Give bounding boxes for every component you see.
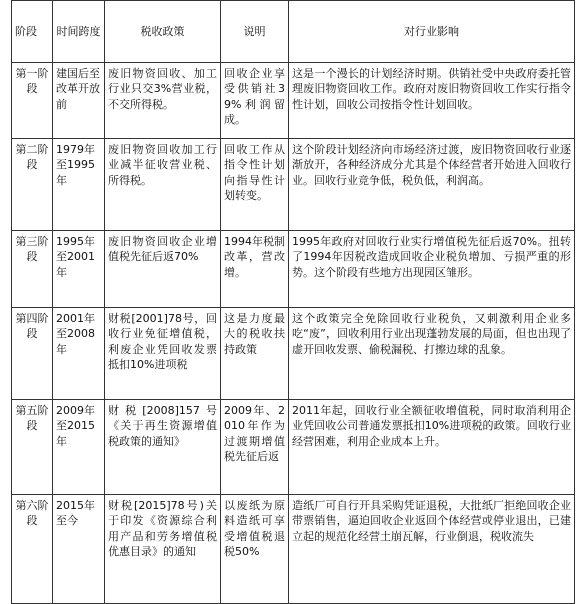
impact-cell: 2011年起，回收行业全额征收增值税，同时取消利用企业凭回收公司普通发票抵扣10%进项税的政策。回收行业经营困难，利用企业成本上升。: [289, 400, 575, 495]
header-stage: 阶段: [12, 1, 53, 63]
stage-cell: 第六阶段: [12, 495, 53, 604]
policy-cell: 废旧物资回收加工行业减半征收营业税、所得税。: [105, 139, 221, 231]
note-cell: 2009年、2010年作为过渡期增值税先征后返: [221, 400, 289, 495]
table-row: [12, 400, 575, 495]
note-cell: 回收企业享受供销社39%利润留成。: [221, 63, 289, 139]
table-header-row: [12, 1, 575, 63]
impact-cell: 造纸厂可自行开具采购凭证退税，大批纸厂拒绝回收企业带票销售，逼迫回收企业返回个体经营或停业退出，已建立起的规范化经营土崩瓦解，行业倒退，税收流失: [289, 495, 575, 604]
policy-cell: 财税[2015]78号)关于印发《资源综合利用产品和劳务增值税优惠目录》的通知: [105, 495, 221, 604]
table-row: [12, 139, 575, 231]
table-row: [12, 231, 575, 308]
note-cell: 以废纸为原料造纸可享受增值税退税50%: [221, 495, 289, 604]
note-cell: 回收工作从指令性计划向指导性计划转变。: [221, 139, 289, 231]
period-cell: 2009年至2015年: [53, 400, 105, 495]
header-impact: 对行业影响: [289, 1, 575, 63]
stage-cell: 第四阶段: [12, 308, 53, 400]
table-row: [12, 495, 575, 604]
period-cell: 2001年至2008年: [53, 308, 105, 400]
stage-cell: 第二阶段: [12, 139, 53, 231]
policy-cell: 废旧物资回收企业增值税先征后返70%: [105, 231, 221, 308]
stage-cell: 第一阶段: [12, 63, 53, 139]
policy-cell: 财税[2001]78号，回收行业免征增值税，利废企业凭回收发票抵扣10%进项税: [105, 308, 221, 400]
header-period: 时间跨度: [53, 1, 105, 63]
header-note: 说明: [221, 1, 289, 63]
impact-cell: 这个政策完全免除回收行业税负，又刺激利用企业多吃“废”，回收利用行业出现蓬勃发展的局面，但也出现了虚开回收发票、偷税漏税、打擦边球的乱象。: [289, 308, 575, 400]
period-cell: 2015年至今: [53, 495, 105, 604]
table-row: [12, 308, 575, 400]
header-policy: 税收政策: [105, 1, 221, 63]
period-cell: 1979年至1995年: [53, 139, 105, 231]
note-cell: 1994年税制改革，营改增。: [221, 231, 289, 308]
stage-cell: 第三阶段: [12, 231, 53, 308]
impact-cell: 1995年政府对回收行业实行增值税先征后返70%。扭转了1994年因税改造成回收企业税负增加、亏损严重的形势。这个阶段有些地方出现园区雏形。: [289, 231, 575, 308]
table-row: [12, 63, 575, 139]
period-cell: 建国后至改革开放前: [53, 63, 105, 139]
policy-cell: 财税[2008]157号《关于再生资源增值税政策的通知》: [105, 400, 221, 495]
document: [11, 0, 575, 604]
period-cell: 1995年至2001年: [53, 231, 105, 308]
stage-cell: 第五阶段: [12, 400, 53, 495]
note-cell: 这是力度最大的税收扶持政策: [221, 308, 289, 400]
policy-cell: 废旧物资回收、加工行业只交3%营业税，不交所得税。: [105, 63, 221, 139]
impact-cell: 这个阶段计划经济向市场经济过渡，废旧物资回收行业逐渐放开，各种经济成分尤其是个体经营者开始进入回收行业。回收行业竞争低，税负低，利润高。: [289, 139, 575, 231]
tax-policy-table: [11, 0, 575, 604]
impact-cell: 这是一个漫长的计划经济时期。供销社受中央政府委托管理废旧物资回收工作。政府对废旧物资回收工作实行指令性计划，回收公司按指令性计划回收。: [289, 63, 575, 139]
